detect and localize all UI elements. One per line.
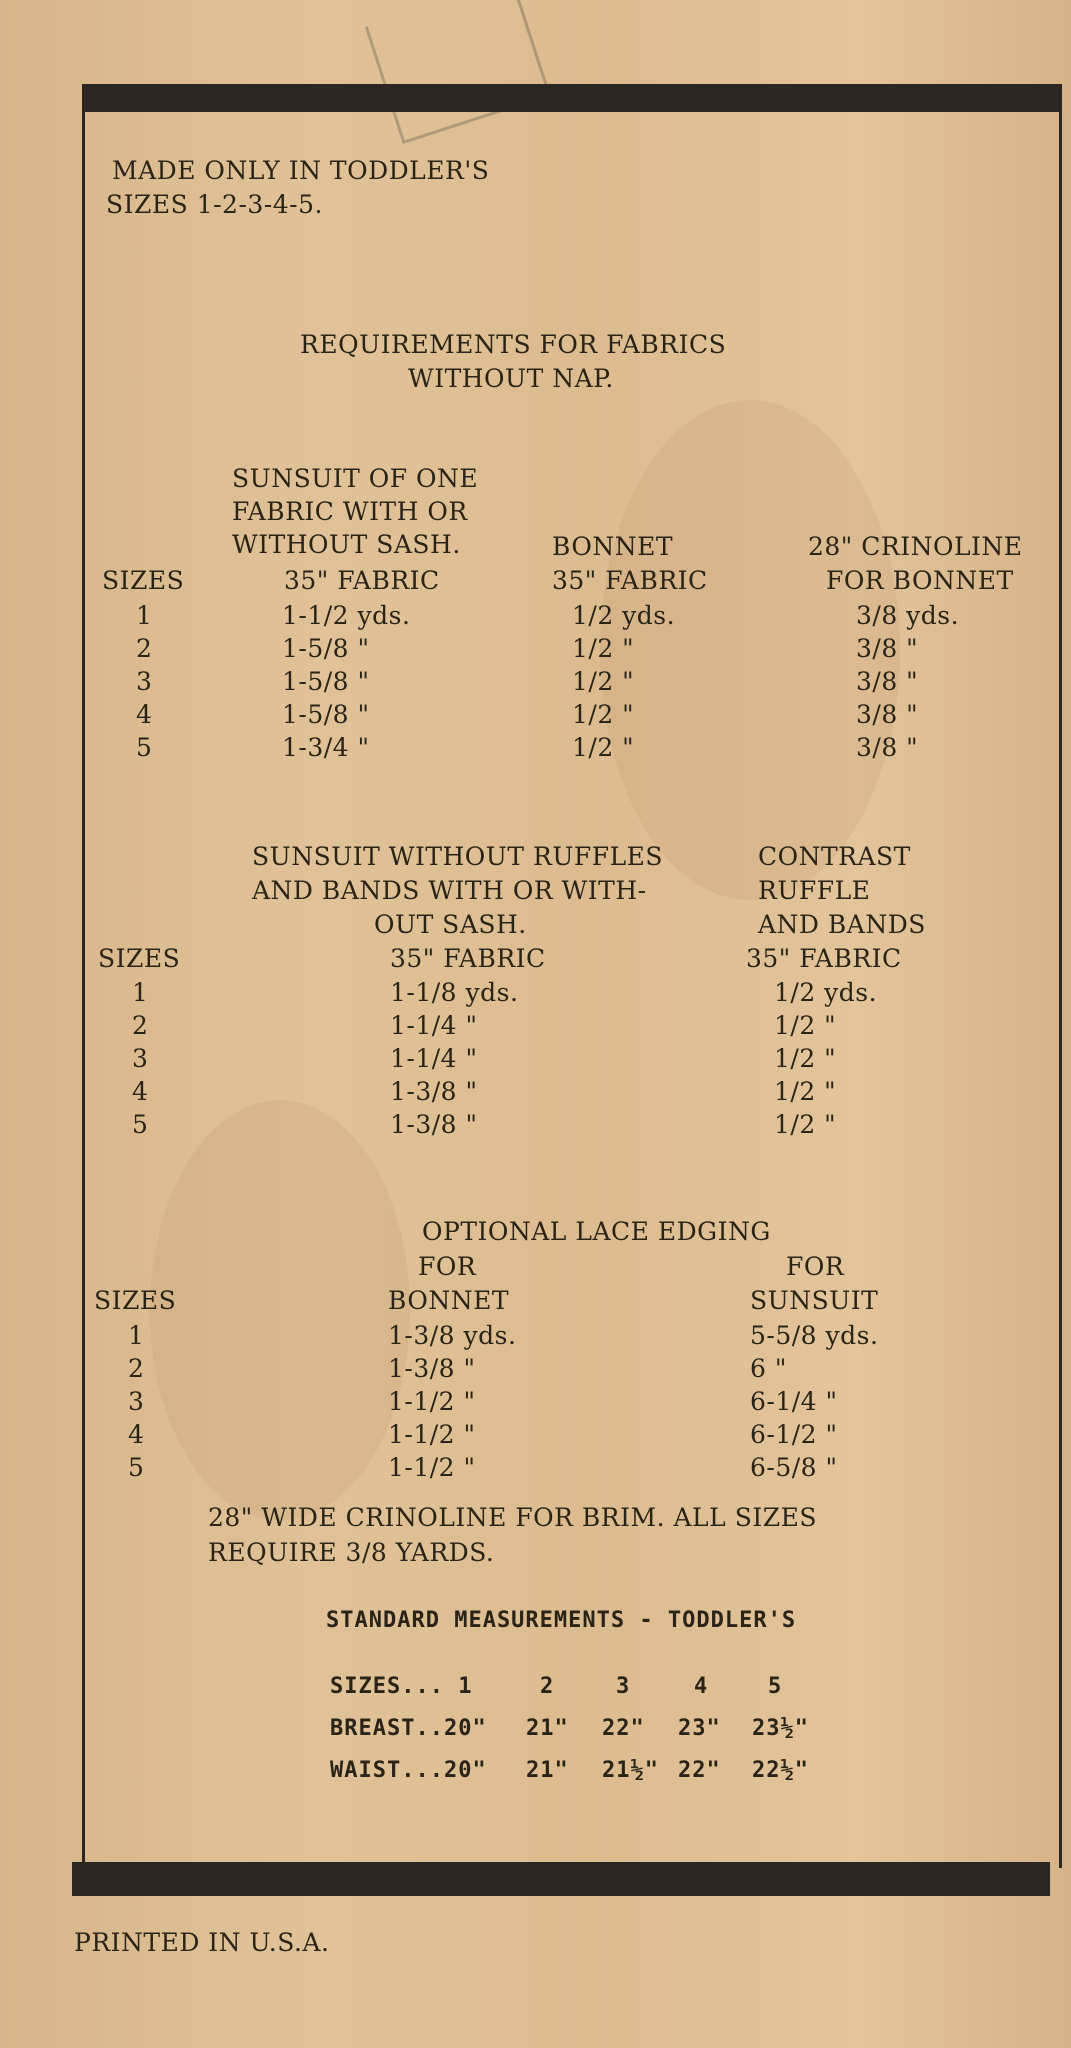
s3-bonnet: 1-1/2 " bbox=[388, 1420, 476, 1449]
standard-c5: 23½" bbox=[752, 1716, 809, 1741]
s1-crinoline: 3/8 " bbox=[856, 700, 919, 729]
s2-contrast: 1/2 " bbox=[774, 1110, 837, 1139]
standard-c3: 21½" bbox=[602, 1758, 659, 1783]
s2-contrast: 1/2 " bbox=[774, 1011, 837, 1040]
s1-size: 5 bbox=[136, 733, 153, 762]
s2-sunsuit-header-1: SUNSUIT WITHOUT RUFFLES bbox=[252, 842, 664, 871]
s1-sunsuit-header-4: 35" FABRIC bbox=[284, 566, 440, 595]
s1-sunsuit: 1-5/8 " bbox=[282, 634, 370, 663]
s1-crinoline: 3/8 " bbox=[856, 667, 919, 696]
s2-contrast: 1/2 " bbox=[774, 1077, 837, 1106]
s1-size: 2 bbox=[136, 634, 153, 663]
standard-c2: 21" bbox=[526, 1716, 569, 1741]
s2-sunsuit: 1-3/8 " bbox=[390, 1077, 478, 1106]
s1-size: 4 bbox=[136, 700, 153, 729]
s2-size: 3 bbox=[132, 1044, 149, 1073]
s3-sunsuit: 6-5/8 " bbox=[750, 1453, 838, 1482]
s2-size: 1 bbox=[132, 978, 149, 1007]
s3-sunsuit: 6-1/2 " bbox=[750, 1420, 838, 1449]
s1-size: 3 bbox=[136, 667, 153, 696]
s3-bonnet: 1-3/8 " bbox=[388, 1354, 476, 1383]
s3-size: 3 bbox=[128, 1387, 145, 1416]
s2-size: 2 bbox=[132, 1011, 149, 1040]
s3-bonnet-header-1: FOR bbox=[418, 1252, 477, 1281]
s2-sunsuit-header-3: OUT SASH. bbox=[374, 910, 527, 939]
s3-size: 1 bbox=[128, 1321, 145, 1350]
s3-size: 2 bbox=[128, 1354, 145, 1383]
s2-size: 5 bbox=[132, 1110, 149, 1139]
s3-sunsuit-header-2: SUNSUIT bbox=[750, 1286, 879, 1315]
s2-contrast: 1/2 yds. bbox=[774, 978, 878, 1007]
s3-bonnet: 1-1/2 " bbox=[388, 1453, 476, 1482]
s2-sunsuit: 1-1/4 " bbox=[390, 1044, 478, 1073]
heading-line-1: REQUIREMENTS FOR FABRICS bbox=[300, 330, 727, 359]
s2-size: 4 bbox=[132, 1077, 149, 1106]
s2-sizes-header: SIZES bbox=[98, 944, 181, 973]
footer-printed: PRINTED IN U.S.A. bbox=[74, 1928, 330, 1957]
standard-label: BREAST..20" bbox=[330, 1716, 487, 1741]
heading-line-2: WITHOUT NAP. bbox=[408, 364, 614, 393]
s2-sunsuit: 1-1/4 " bbox=[390, 1011, 478, 1040]
s1-crinoline: 3/8 " bbox=[856, 733, 919, 762]
s2-contrast: 1/2 " bbox=[774, 1044, 837, 1073]
standard-c2: 21" bbox=[526, 1758, 569, 1783]
standard-label: WAIST...20" bbox=[330, 1758, 487, 1783]
s2-sunsuit: 1-3/8 " bbox=[390, 1110, 478, 1139]
s3-size: 5 bbox=[128, 1453, 145, 1482]
standard-c3: 22" bbox=[602, 1716, 645, 1741]
s3-size: 4 bbox=[128, 1420, 145, 1449]
s1-sunsuit: 1-1/2 yds. bbox=[282, 601, 411, 630]
s2-contrast-header-3: AND BANDS bbox=[758, 910, 926, 939]
s1-crinoline: 3/8 yds. bbox=[856, 601, 960, 630]
s1-sunsuit-header-1: SUNSUIT OF ONE bbox=[232, 464, 479, 493]
s3-bonnet-header-2: BONNET bbox=[388, 1286, 510, 1315]
s1-bonnet: 1/2 " bbox=[572, 667, 635, 696]
bottom-border bbox=[72, 1862, 1050, 1896]
standard-c5: 22½" bbox=[752, 1758, 809, 1783]
s1-sunsuit: 1-3/4 " bbox=[282, 733, 370, 762]
s1-bonnet: 1/2 " bbox=[572, 634, 635, 663]
intro-line-1: MADE ONLY IN TODDLER'S bbox=[112, 156, 490, 185]
s2-sunsuit-header-4: 35" FABRIC bbox=[390, 944, 546, 973]
s2-contrast-header-2: RUFFLE bbox=[758, 876, 871, 905]
s1-bonnet: 1/2 " bbox=[572, 700, 635, 729]
s1-crinoline: 3/8 " bbox=[856, 634, 919, 663]
s1-bonnet: 1/2 " bbox=[572, 733, 635, 762]
standard-c2: 2 bbox=[540, 1674, 555, 1699]
note-line-1: 28" WIDE CRINOLINE FOR BRIM. ALL SIZES bbox=[208, 1503, 817, 1532]
s1-sizes-header: SIZES bbox=[102, 566, 185, 595]
standard-c3: 3 bbox=[616, 1674, 631, 1699]
s3-sunsuit: 6-1/4 " bbox=[750, 1387, 838, 1416]
s1-sunsuit: 1-5/8 " bbox=[282, 700, 370, 729]
standard-c4: 23" bbox=[678, 1716, 721, 1741]
standard-title: STANDARD MEASUREMENTS - TODDLER'S bbox=[326, 1608, 797, 1633]
note-line-2: REQUIRE 3/8 YARDS. bbox=[208, 1538, 495, 1567]
standard-c5: 5 bbox=[768, 1674, 783, 1699]
s1-sunsuit-header-2: FABRIC WITH OR bbox=[232, 497, 468, 526]
s2-contrast-header-4: 35" FABRIC bbox=[746, 944, 902, 973]
s3-title: OPTIONAL LACE EDGING bbox=[422, 1217, 771, 1246]
standard-c4: 22" bbox=[678, 1758, 721, 1783]
s3-sunsuit: 5-5/8 yds. bbox=[750, 1321, 879, 1350]
s1-bonnet-header-1: BONNET bbox=[552, 532, 674, 561]
s1-sunsuit: 1-5/8 " bbox=[282, 667, 370, 696]
s3-sizes-header: SIZES bbox=[94, 1286, 177, 1315]
standard-c4: 4 bbox=[694, 1674, 709, 1699]
s2-sunsuit-header-2: AND BANDS WITH OR WITH- bbox=[252, 876, 647, 905]
s2-contrast-header-1: CONTRAST bbox=[758, 842, 911, 871]
s1-bonnet: 1/2 yds. bbox=[572, 601, 676, 630]
s1-size: 1 bbox=[136, 601, 153, 630]
intro-line-2: SIZES 1-2-3-4-5. bbox=[106, 190, 323, 219]
s3-bonnet: 1-3/8 yds. bbox=[388, 1321, 517, 1350]
s1-crinoline-header-2: FOR BONNET bbox=[826, 566, 1014, 595]
s2-sunsuit: 1-1/8 yds. bbox=[390, 978, 519, 1007]
s3-sunsuit-header-1: FOR bbox=[786, 1252, 845, 1281]
s1-crinoline-header-1: 28" CRINOLINE bbox=[808, 532, 1023, 561]
s1-sunsuit-header-3: WITHOUT SASH. bbox=[232, 530, 461, 559]
s1-bonnet-header-2: 35" FABRIC bbox=[552, 566, 708, 595]
standard-label: SIZES... 1 bbox=[330, 1674, 473, 1699]
s3-bonnet: 1-1/2 " bbox=[388, 1387, 476, 1416]
s3-sunsuit: 6 " bbox=[750, 1354, 787, 1383]
